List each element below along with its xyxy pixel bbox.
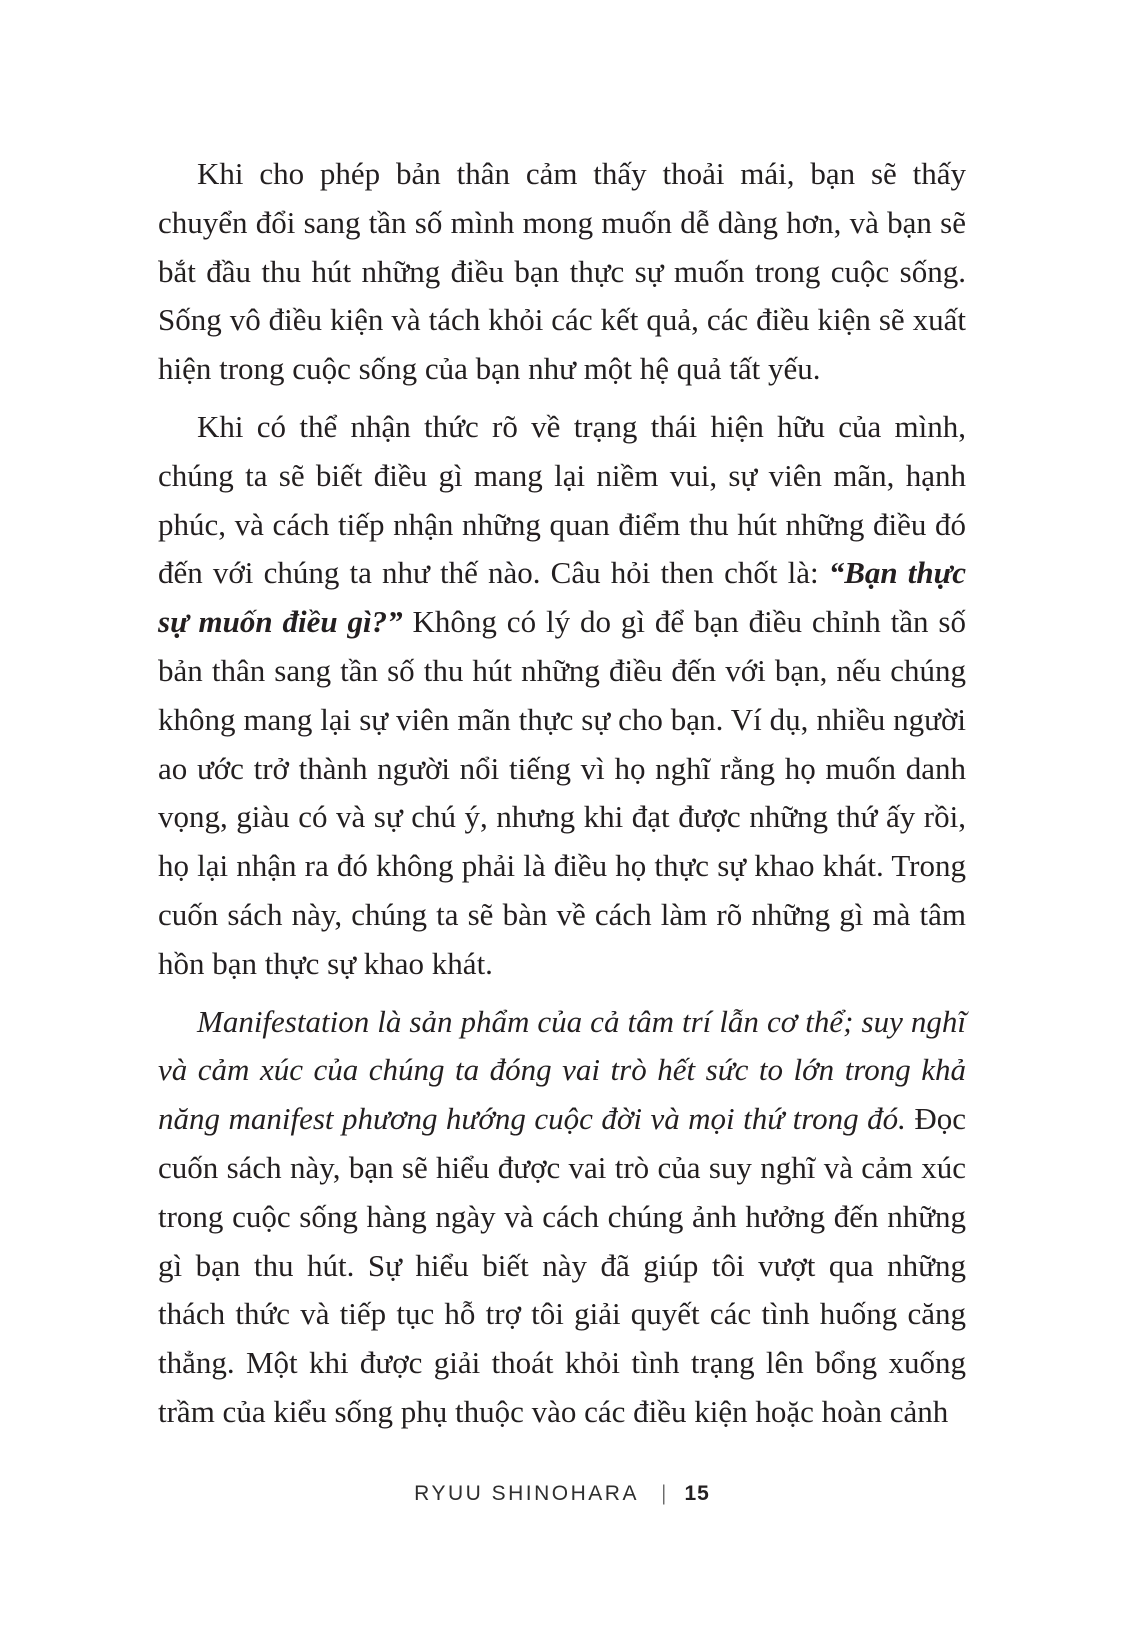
text-run-italic: Manifestation là sản phẩm của cả tâm trí lẫn cơ thể; suy nghĩ và cảm xúc của chúng ta đóng vai trò hết sức to lớn trong khả năng manifest phương hướng cuộc đời và mọi thứ trong đó.: [158, 1003, 966, 1137]
body-text: [158, 150, 966, 1446]
text-run-normal: Đọc cuốn sách này, bạn sẽ hiểu được vai trò của suy nghĩ và cảm xúc trong cuộc sống hàng ngày và cách chúng ảnh hưởng đến những gì bạn thu hút. Sự hiểu biết này đã giúp tôi vượt qua những thách thức và tiếp tục hỗ trợ tôi giải quyết các tình huống căng thẳng. Một khi được giải thoát khỏi tình trạng lên bổng xuống trầm của kiểu sống phụ thuộc vào các điều kiện hoặc hoàn cảnh: [158, 1101, 966, 1429]
page-footer: [158, 1482, 966, 1506]
paragraph: [158, 998, 966, 1437]
paragraph: [158, 150, 966, 394]
footer-page-number: 15: [684, 1482, 710, 1505]
footer-separator: |: [661, 1482, 666, 1505]
text-run-normal: Khi có thể nhận thức rõ về trạng thái hiện hữu của mình, chúng ta sẽ biết điều gì mang lại niềm vui, sự viên mãn, hạnh phúc, và cách tiếp nhận những quan điểm thu hút những điều đó đến với chúng ta như thế nào. Câu hỏi then chốt là:: [158, 408, 966, 591]
paragraph: [158, 403, 966, 989]
text-run-bold-italic: “Bạn thực sự muốn điều gì?”: [158, 555, 966, 640]
text-run-normal: Không có lý do gì để bạn điều chỉnh tần số bản thân sang tần số thu hút những điều đến với bạn, nếu chúng không mang lại sự viên mãn thực sự cho bạn. Ví dụ, nhiều người ao ước trở thành người nổi tiếng vì họ nghĩ rằng họ muốn danh vọng, giàu có và sự chú ý, nhưng khi đạt được những thứ ấy rồi, họ lại nhận ra đó không phải là điều họ thực sự khao khát. Trong cuốn sách này, chúng ta sẽ bàn về cách làm rõ những gì mà tâm hồn bạn thực sự khao khát.: [158, 604, 966, 981]
text-run-normal: Khi cho phép bản thân cảm thấy thoải mái, bạn sẽ thấy chuyển đổi sang tần số mình mong muốn dễ dàng hơn, và bạn sẽ bắt đầu thu hút những điều bạn thực sự muốn trong cuộc sống. Sống vô điều kiện và tách khỏi các kết quả, các điều kiện sẽ xuất hiện trong cuộc sống của bạn như một hệ quả tất yếu.: [158, 156, 966, 387]
footer-author-name: RYUU SHINOHARA: [414, 1482, 639, 1505]
